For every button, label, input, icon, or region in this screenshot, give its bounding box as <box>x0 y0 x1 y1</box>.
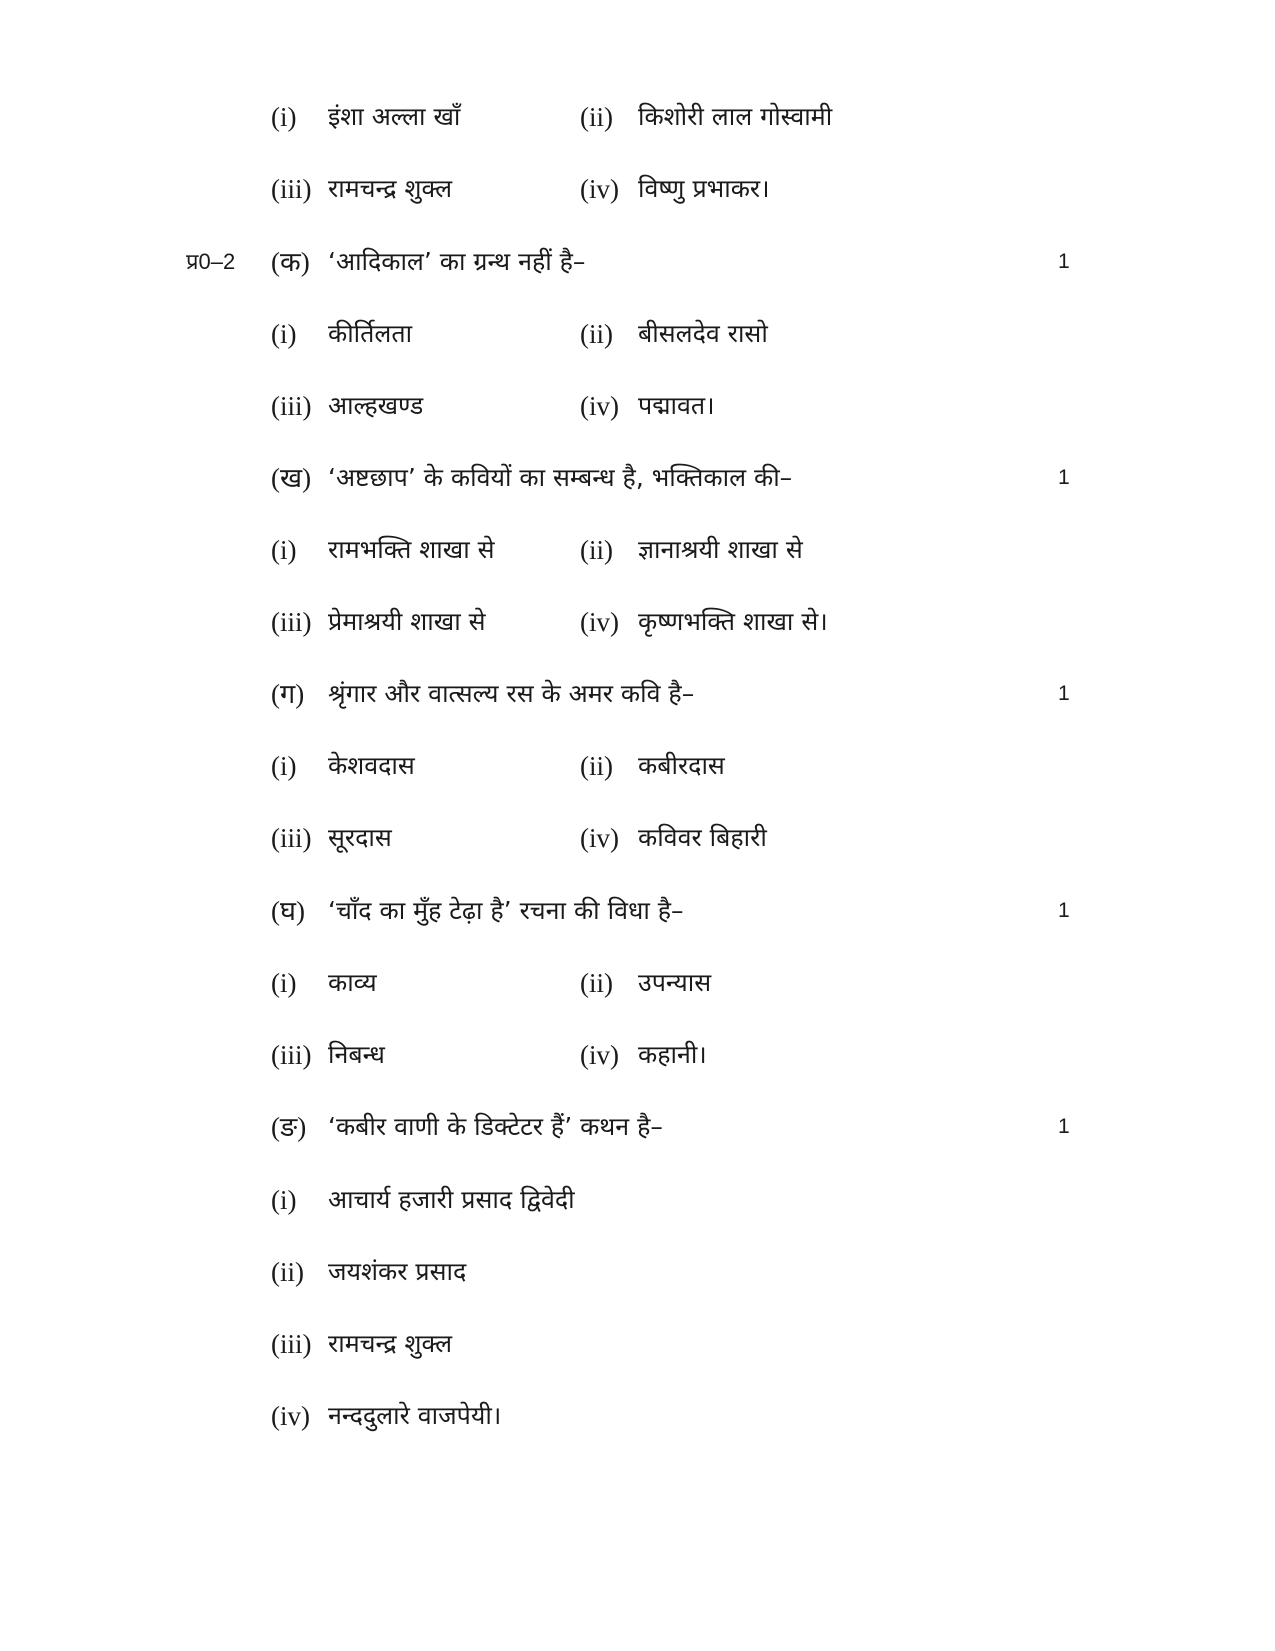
item-text: ‘अष्टछाप’ के कवियों का सम्बन्ध है, भक्तिकाल की– <box>328 463 793 492</box>
question-line <box>0 458 1275 498</box>
item-text: पद्मावत। <box>638 391 715 420</box>
option-line <box>0 963 1275 1003</box>
item-text: कविवर बिहारी <box>638 823 767 852</box>
marks-value: 1 <box>1058 899 1070 922</box>
item-label: (क) <box>271 247 310 277</box>
marks-value: 1 <box>1058 682 1070 705</box>
item-text: कृष्णभक्ति शाखा से। <box>638 607 828 636</box>
item-label: (iii) <box>271 1329 312 1359</box>
option-line <box>0 169 1275 209</box>
option-line <box>0 1035 1275 1075</box>
item-label: (ii) <box>580 535 613 565</box>
option-line <box>0 1396 1275 1436</box>
item-text: रामचन्द्र शुक्ल <box>328 1329 453 1358</box>
option-line <box>0 386 1275 426</box>
item-label: (iii) <box>271 823 312 853</box>
marks-value: 1 <box>1058 250 1070 273</box>
item-label: (iv) <box>580 391 619 421</box>
option-line <box>0 314 1275 354</box>
item-label: (घ) <box>271 896 305 926</box>
item-label: (ii) <box>580 751 613 781</box>
item-label: (i) <box>271 535 297 565</box>
item-text: कबीरदास <box>638 751 725 780</box>
item-text: कहानी। <box>638 1040 707 1069</box>
question-line <box>0 1107 1275 1147</box>
item-text: ‘कबीर वाणी के डिक्टेटर हैं’ कथन है– <box>328 1112 663 1141</box>
item-label: (ii) <box>580 968 613 998</box>
item-text: किशोरी लाल गोस्वामी <box>638 102 833 131</box>
option-line <box>0 530 1275 570</box>
item-label: (iv) <box>580 1040 619 1070</box>
marks-value: 1 <box>1058 466 1070 489</box>
item-text: रामभक्ति शाखा से <box>328 535 495 564</box>
item-label: (i) <box>271 751 297 781</box>
item-label: (i) <box>271 319 297 349</box>
option-line <box>0 1324 1275 1364</box>
item-label: (i) <box>271 102 297 132</box>
item-text: ज्ञानाश्रयी शाखा से <box>638 535 803 564</box>
item-text: नन्ददुलारे वाजपेयी। <box>328 1401 502 1430</box>
option-line <box>0 818 1275 858</box>
item-label: (iii) <box>271 174 312 204</box>
item-label: (ii) <box>271 1257 304 1287</box>
item-text: ‘चाँद का मुँह टेढ़ा है’ रचना की विधा है– <box>328 896 684 925</box>
item-text: रामचन्द्र शुक्ल <box>328 174 453 203</box>
item-text: आल्हखण्ड <box>328 391 424 420</box>
item-label: (i) <box>271 968 297 998</box>
question-number: प्र0–2 <box>186 249 236 274</box>
item-text: निबन्ध <box>328 1040 385 1069</box>
option-line <box>0 1180 1275 1220</box>
item-label: (iii) <box>271 607 312 637</box>
item-text: इंशा अल्ला खाँ <box>328 102 461 131</box>
item-label: (iv) <box>580 174 619 204</box>
item-text: जयशंकर प्रसाद <box>328 1257 467 1286</box>
item-label: (ङ) <box>271 1112 307 1142</box>
item-text: काव्य <box>328 968 377 997</box>
item-text: उपन्यास <box>638 968 712 997</box>
item-text: आचार्य हजारी प्रसाद द्विवेदी <box>328 1185 575 1214</box>
question-line <box>0 242 1275 282</box>
marks-value: 1 <box>1058 1115 1070 1138</box>
item-text: विष्णु प्रभाकर। <box>638 174 770 203</box>
item-text: सूरदास <box>328 823 392 852</box>
item-label: (iv) <box>271 1401 310 1431</box>
question-line <box>0 891 1275 931</box>
option-line <box>0 97 1275 137</box>
question-line <box>0 674 1275 714</box>
item-text: श्रृंगार और वात्सल्य रस के अमर कवि है– <box>328 679 695 708</box>
item-text: बीसलदेव रासो <box>638 319 768 348</box>
item-text: ‘आदिकाल’ का ग्रन्थ नहीं है– <box>328 247 586 276</box>
item-text: कीर्तिलता <box>328 319 413 348</box>
item-text: प्रेमाश्रयी शाखा से <box>328 607 486 636</box>
item-label: (iv) <box>580 823 619 853</box>
item-label: (ख) <box>271 463 312 493</box>
option-line <box>0 1252 1275 1292</box>
item-label: (ii) <box>580 102 613 132</box>
option-line <box>0 602 1275 642</box>
item-label: (ii) <box>580 319 613 349</box>
item-label: (iv) <box>580 607 619 637</box>
option-line <box>0 746 1275 786</box>
item-label: (ग) <box>271 679 305 709</box>
item-label: (iii) <box>271 391 312 421</box>
item-text: केशवदास <box>328 751 415 780</box>
item-label: (i) <box>271 1185 297 1215</box>
item-label: (iii) <box>271 1040 312 1070</box>
